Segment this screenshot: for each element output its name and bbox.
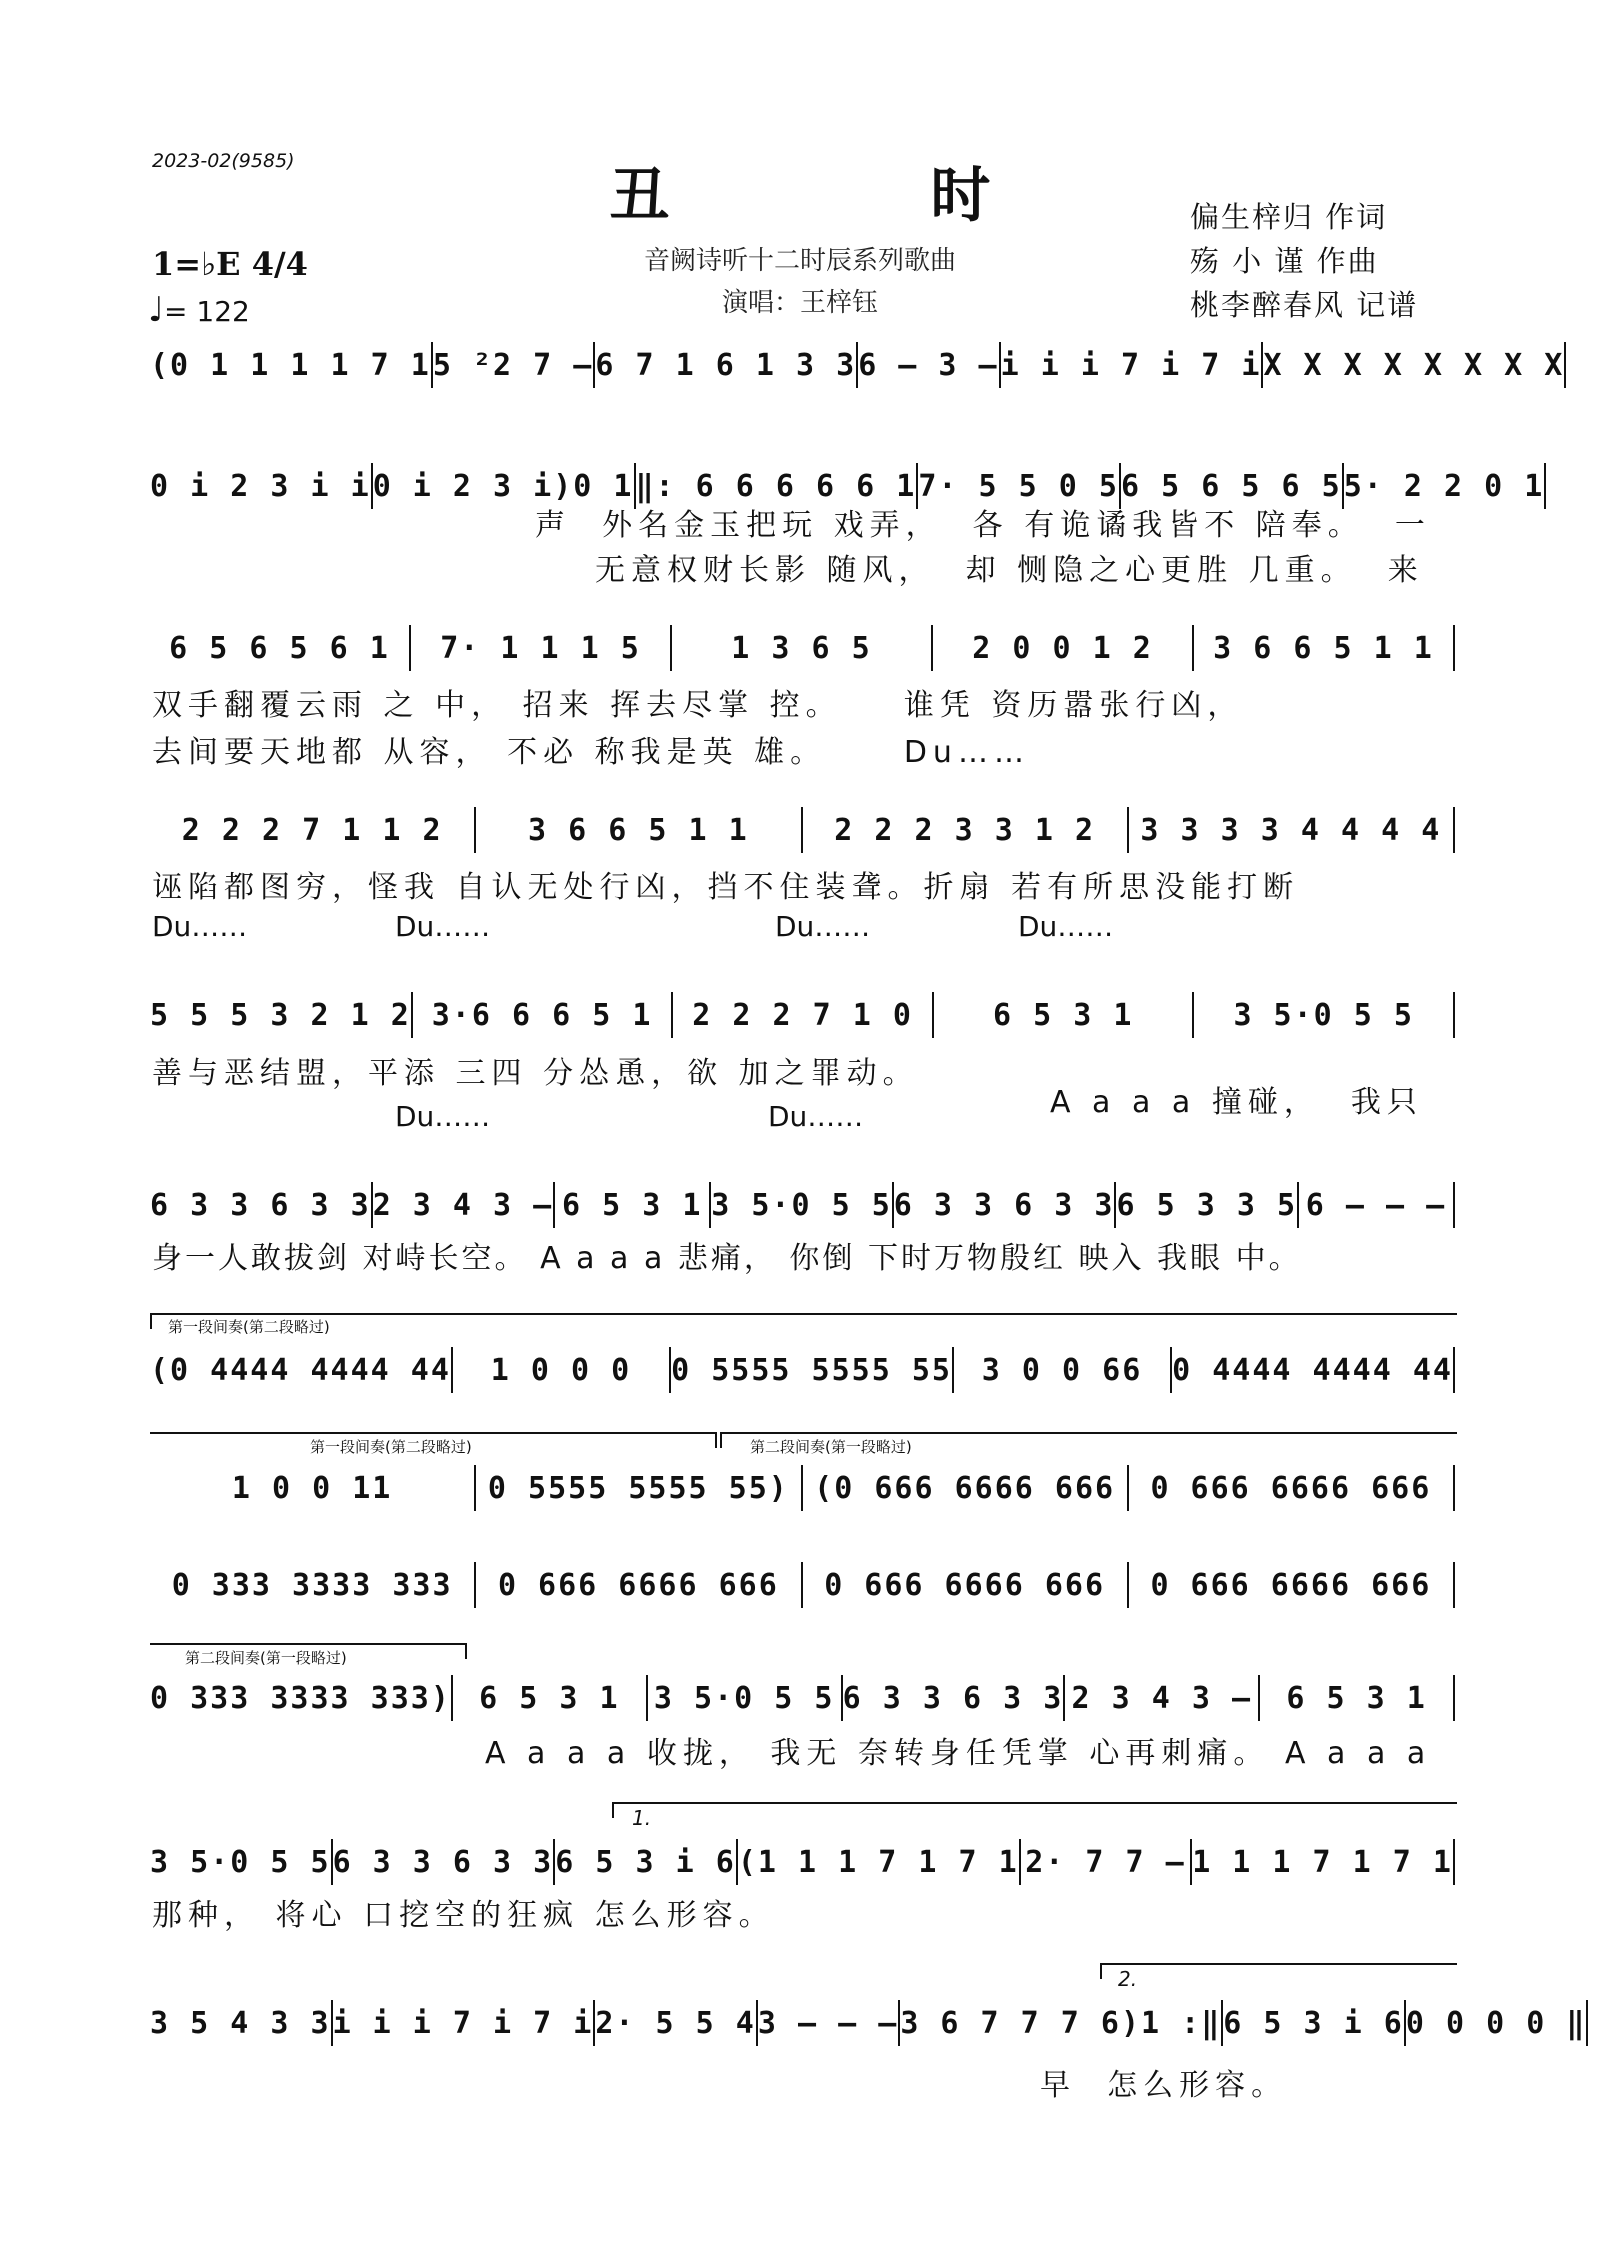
measure: 6 5 3 3 5 — [1116, 1187, 1298, 1223]
measure: 6 – 3 – — [858, 347, 999, 383]
barline — [1453, 625, 1455, 671]
interlude-label: 第二段间奏(第一段略过) — [750, 1438, 912, 1456]
lyric-du: Du…… — [395, 1100, 491, 1133]
barline — [1564, 342, 1566, 388]
measure: 3 6 7 7 7 6)1 :‖ — [900, 2005, 1222, 2041]
notation-row-4 — [150, 800, 1455, 860]
measure: 6 5 3 1 — [562, 1187, 703, 1223]
lyric-line: 那种， 将心 口挖空的狂疯 怎么形容。 — [152, 1898, 775, 1933]
volta-bracket — [612, 1802, 1457, 1818]
measure: 6 5 3 1 — [992, 997, 1134, 1033]
measure: 6 3 3 6 3 3 — [842, 1680, 1064, 1716]
barline — [1453, 1347, 1455, 1393]
notation-row-11 — [150, 1832, 1455, 1892]
volta-number: 1. — [632, 1806, 652, 1830]
barline — [1453, 1675, 1455, 1721]
measure: i i i 7 i 7 i — [332, 2005, 594, 2041]
measure: 2· 7 7 – — [1025, 1844, 1186, 1880]
credits — [1190, 195, 1418, 327]
composer-credit: 殇 小 谨 作曲 — [1190, 244, 1379, 278]
interlude-bracket — [150, 1313, 1457, 1329]
lyric-du: Du…… — [152, 910, 248, 943]
measure: 0 666 6666 666 — [1150, 1470, 1432, 1506]
measure: 0 i 2 3 i i — [150, 468, 371, 504]
barline — [1453, 992, 1455, 1038]
measure: 0 666 6666 666 — [824, 1567, 1106, 1603]
measure: 6 3 3 6 3 3 — [893, 1187, 1115, 1223]
lyric-line: 去间要天地都 从容， 不必 称我是英 雄。 Du…… — [152, 735, 1030, 770]
subtitle: 音阙诗听十二时辰系列歌曲 — [643, 246, 956, 276]
measure: 6 5 3 1 — [1286, 1680, 1427, 1716]
tempo-marking — [148, 290, 250, 330]
lyric-du: Du…… — [775, 910, 871, 943]
measure: 0 i 2 3 i)0 1 — [372, 468, 634, 504]
barline — [1453, 1839, 1455, 1885]
measure: 0 666 6666 666 — [1150, 1567, 1432, 1603]
measure: 3 6 6 5 1 1 — [1213, 630, 1434, 666]
lyric-line: 双手翻覆云雨 之 中， 招来 挥去尽掌 控。 谁凭 资历嚣张行凶， — [152, 688, 1244, 723]
notation-row-3 — [150, 618, 1455, 678]
notation-row-1 — [150, 335, 1565, 395]
measure: 0 5555 5555 55 — [671, 1352, 952, 1388]
measure: 7· 5 5 0 5 — [918, 468, 1119, 504]
barline — [1453, 1562, 1455, 1608]
notation-row-8 — [150, 1458, 1455, 1518]
measure: 1 3 6 5 — [731, 630, 872, 666]
measure: 3·6 6 6 5 1 — [431, 997, 653, 1033]
measure: 6 5 6 5 6 1 — [169, 630, 390, 666]
lyric-line: 诬陷都图穷，怪我 自认无处行凶，挡不住装聋。折扇 若有所思没能打断 — [152, 870, 1300, 905]
score-code: 2023-02(9585) — [152, 150, 295, 172]
measure: 6 7 1 6 1 3 3 — [595, 347, 857, 383]
page-title: 丑 时 — [609, 161, 1111, 231]
measure: 2 3 4 3 – — [372, 1187, 554, 1223]
measure: ‖: 6 6 6 6 6 1 — [635, 468, 917, 504]
lyric-line: 身一人敢拔剑 对峙长空。 A a a a 悲痛， 你倒 下时万物殷红 映入 我眼 中。 — [152, 1241, 1302, 1276]
interlude-label: 第一段间奏(第二段略过) — [310, 1438, 472, 1456]
notation-row-9 — [150, 1555, 1455, 1615]
measure: 3 5·0 5 5 — [150, 1844, 331, 1880]
measure: 0 333 3333 333) — [150, 1680, 451, 1716]
notation-row-10 — [150, 1668, 1455, 1728]
measure: 0 333 3333 333 — [171, 1567, 453, 1603]
lyric-line: 早 怎么形容。 — [1040, 2068, 1288, 2103]
measure: 2 0 0 1 2 — [972, 630, 1153, 666]
measure: 3 5·0 5 5 — [1233, 997, 1414, 1033]
measure: 1 0 0 0 — [490, 1352, 632, 1388]
lyric-line: 无意权财长影 随风， 却 恻隐之心更胜 几重。 来 — [595, 553, 1424, 588]
measure: 0 4444 4444 44 — [1172, 1352, 1453, 1388]
notation-row-6 — [150, 1175, 1455, 1235]
volta-bracket — [1100, 1963, 1457, 1979]
measure: i i i 7 i 7 i — [1000, 347, 1262, 383]
measure: 2 2 2 7 1 1 2 — [181, 812, 443, 848]
barline — [1453, 807, 1455, 853]
measure: (0 666 6666 666 — [814, 1470, 1116, 1506]
transcriber-credit: 桃李醉春风 记谱 — [1190, 288, 1419, 322]
singer: 演唱：王梓钰 — [721, 288, 878, 318]
quarter-note-icon: ♩ — [148, 290, 165, 330]
measure: (0 4444 4444 44 — [150, 1352, 451, 1388]
measure: 0 0 0 0 ‖ — [1405, 2005, 1587, 2041]
lyric-du: Du…… — [768, 1100, 864, 1133]
lyricist-credit: 偏生梓归 作词 — [1190, 200, 1388, 234]
measure: 1 0 0 11 — [231, 1470, 393, 1506]
lyric-line: A a a a 收拢， 我无 奈转身任凭掌 心再刺痛。 A a a a — [485, 1736, 1432, 1771]
measure: 0 666 6666 666 — [497, 1567, 779, 1603]
measure: (1 1 1 7 1 7 1 — [737, 1844, 1019, 1880]
measure: 3 5 4 3 3 — [150, 2005, 331, 2041]
measure: 3 5·0 5 5 — [711, 1187, 892, 1223]
notation-row-5 — [150, 985, 1455, 1045]
measure: 5 ²2 7 – — [432, 347, 594, 383]
measure: 5· 2 2 0 1 — [1343, 468, 1545, 504]
measure: 7· 1 1 1 5 — [440, 630, 641, 666]
volta-number: 2. — [1118, 1967, 1138, 1991]
measure: 2· 5 5 4 — [595, 2005, 756, 2041]
key-signature: 1=♭E 4/4 — [152, 245, 308, 283]
measure: 6 3 3 6 3 3 — [332, 1844, 554, 1880]
lyric-du: Du…… — [1018, 910, 1114, 943]
measure: 3 0 0 66 — [981, 1352, 1143, 1388]
measure: 6 – – – — [1305, 1187, 1447, 1223]
measure: 2 2 2 3 3 1 2 — [834, 812, 1096, 848]
lyric-line: 善与恶结盟，平添 三四 分怂恿，欲 加之罪动。 — [152, 1056, 919, 1091]
barline — [1453, 1182, 1455, 1228]
measure: 6 5 3 i 6 — [555, 1844, 736, 1880]
measure: 6 3 3 6 3 3 — [150, 1187, 371, 1223]
notation-row-12 — [150, 1993, 1587, 2053]
measure: X X X X X X X X — [1263, 347, 1565, 383]
measure: 3 3 3 3 4 4 4 4 — [1140, 812, 1442, 848]
measure: 2 3 4 3 – — [1071, 1680, 1253, 1716]
lyric-line: A a a a 撞碰， 我只 — [1050, 1085, 1423, 1120]
measure: 6 5 3 1 — [479, 1680, 620, 1716]
measure: 3 – – – — [757, 2005, 899, 2041]
measure: (0 1 1 1 1 7 1 — [150, 347, 431, 383]
lyric-line: 声 外名金玉把玩 戏弄， 各 有诡谲我皆不 陪奉。 一 — [535, 508, 1431, 543]
measure: 1 1 1 7 1 7 1 — [1192, 1844, 1453, 1880]
measure: 5 5 5 3 2 1 2 — [150, 997, 411, 1033]
measure: 3 5·0 5 5 — [653, 1680, 835, 1716]
interlude-label: 第二段间奏(第一段略过) — [185, 1649, 347, 1667]
measure: 6 5 6 5 6 5 — [1121, 468, 1342, 504]
measure: 0 5555 5555 55) — [487, 1470, 789, 1506]
measure: 6 5 3 i 6 — [1223, 2005, 1404, 2041]
barline — [1586, 2000, 1588, 2046]
tempo-value: = 122 — [164, 295, 250, 328]
measure: 3 6 6 5 1 1 — [528, 812, 749, 848]
barline — [1453, 1465, 1455, 1511]
measure: 2 2 2 7 1 0 — [692, 997, 913, 1033]
interlude-label: 第一段间奏(第二段略过) — [168, 1318, 330, 1336]
notation-row-7 — [150, 1340, 1455, 1400]
lyric-du: Du…… — [395, 910, 491, 943]
